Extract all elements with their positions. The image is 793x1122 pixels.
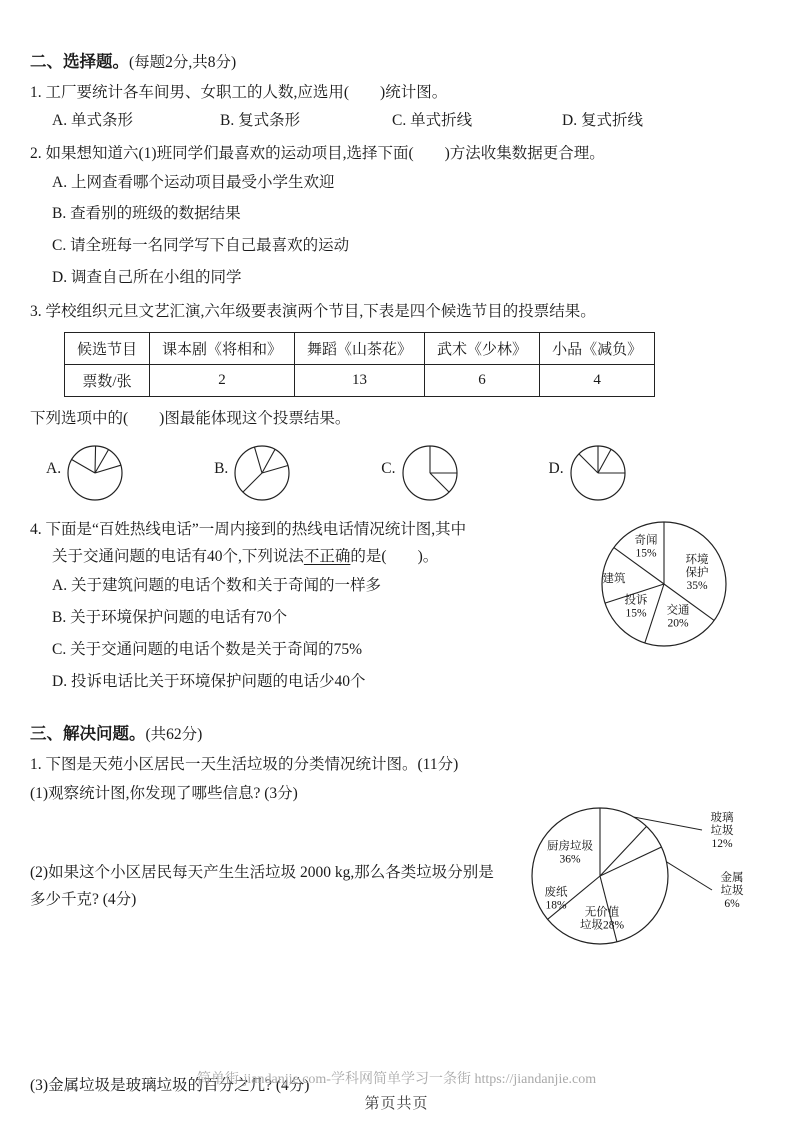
pie-option-c-label: C. bbox=[381, 460, 396, 477]
header-cell-wushu: 武术《少林》 bbox=[425, 332, 540, 364]
section-solve-title: 三、解决问题。 bbox=[30, 724, 146, 743]
svg-text:奇闻15%: 奇闻 15% bbox=[634, 534, 658, 560]
svg-text:金属垃圾6%: 金属垃圾 6% bbox=[720, 872, 744, 911]
solve-q1-sub1: (1)观察统计图,你发现了哪些信息? (3分) bbox=[30, 785, 298, 803]
q1-option-c: C. 单式折线 bbox=[392, 112, 473, 130]
q4-option-a: A. 关于建筑问题的电话个数和关于奇闻的一样多 bbox=[52, 577, 381, 595]
hotline-pie-chart bbox=[569, 512, 741, 654]
pie-option-d-label: D. bbox=[548, 460, 564, 477]
question-4 bbox=[30, 516, 759, 704]
svg-text:环境保护35%: 环境保护 35% bbox=[685, 554, 709, 592]
garbage-pie-chart bbox=[505, 786, 763, 958]
pie-chart-option-b bbox=[231, 442, 293, 504]
section-choice-note: (每题2分,共8分) bbox=[129, 54, 237, 71]
q2-option-a: A. 上网查看哪个运动项目最受小学生欢迎 bbox=[52, 173, 335, 191]
svg-text:建筑: 建筑 bbox=[602, 573, 626, 585]
q4-line2-pre: 关于交通问题的电话有40个,下列说法 bbox=[52, 548, 304, 566]
answer-pie-options bbox=[46, 442, 759, 504]
pie-chart-option-c bbox=[399, 442, 461, 504]
pie-option-a bbox=[46, 442, 126, 504]
header-cell-candidate: 候选节目 bbox=[65, 332, 150, 364]
solve-question-1-text: 1. 下图是天苑小区居民一天生活垃圾的分类情况统计图。(11分) bbox=[30, 756, 459, 773]
header-cell-dance: 舞蹈《山茶花》 bbox=[295, 332, 425, 364]
question-3-text: 3. 学校组织元旦文艺汇演,六年级要表演两个节目,下表是四个候选节目的投票结果。 bbox=[30, 302, 596, 320]
table-votes-row bbox=[65, 364, 655, 396]
pie-option-c bbox=[381, 442, 460, 504]
q1-option-d: D. 复式折线 bbox=[562, 112, 643, 130]
question-4-options bbox=[30, 570, 550, 697]
votes-dance: 13 bbox=[295, 364, 425, 396]
q4-option-b: B. 关于环境保护问题的电话有70个 bbox=[52, 609, 288, 627]
pie-option-d bbox=[549, 442, 629, 504]
votes-drama: 2 bbox=[150, 364, 295, 396]
site-watermark: 简单街-jiandanjie.com-学科网简单学习一条街 https://jiandanjie.com bbox=[196, 1072, 597, 1087]
q1-option-a: A. 单式条形 bbox=[52, 112, 133, 130]
q4-line2-underlined: 不正确 bbox=[303, 548, 351, 566]
q4-option-d: D. 投诉电话比关于环境保护问题的电话少40个 bbox=[52, 672, 366, 690]
section-solve-heading bbox=[30, 720, 759, 744]
page-number-footer: 第页共页 bbox=[364, 1096, 429, 1112]
q1-option-b: B. 复式条形 bbox=[220, 112, 301, 130]
q4-line2-post: 的是( )。 bbox=[350, 548, 439, 566]
svg-text:投诉15%: 投诉 15% bbox=[624, 594, 648, 620]
section-choice-title: 二、选择题。 bbox=[30, 52, 129, 71]
section-solve-note: (共62分) bbox=[145, 726, 203, 743]
svg-text:交通20%: 交通 20% bbox=[666, 604, 690, 630]
pie-chart-option-a bbox=[64, 442, 126, 504]
q2-option-d: D. 调查自己所在小组的同学 bbox=[52, 268, 242, 286]
question-3-followup: 下列选项中的( )图最能体现这个投票结果。 bbox=[30, 409, 351, 427]
q2-option-c: C. 请全班每一名同学写下自己最喜欢的运动 bbox=[52, 237, 350, 255]
question-1-text: 1. 工厂要统计各车间男、女职工的人数,应选用( )统计图。 bbox=[30, 84, 448, 101]
solve-question-1-body bbox=[30, 780, 759, 1012]
pie-option-b bbox=[214, 442, 293, 504]
svg-text:玻璃垃圾12%: 玻璃垃圾 12% bbox=[710, 812, 734, 851]
question-1-options bbox=[30, 106, 759, 135]
pie-chart-option-d bbox=[567, 442, 629, 504]
votes-wushu: 6 bbox=[425, 364, 540, 396]
solve-q1-sub2: (2)如果这个小区居民每天产生生活垃圾 2000 kg,那么各类垃圾分别是多少千克? (4分) bbox=[30, 864, 494, 909]
question-4-line2 bbox=[30, 543, 550, 570]
question-4-line1: 4. 下面是“百姓热线电话”一周内接到的热线电话情况统计图,其中 bbox=[30, 521, 467, 538]
svg-text:废纸18%: 废纸 18% bbox=[544, 886, 568, 912]
solve-q1-sub3: (3)金属垃圾是玻璃垃圾的百分之几? (4分) bbox=[30, 1077, 310, 1095]
pie-option-b-label: B. bbox=[214, 460, 229, 477]
votes-row-label: 票数/张 bbox=[65, 364, 150, 396]
poll-results-table bbox=[64, 332, 655, 397]
pie-option-a-label: A. bbox=[46, 460, 62, 477]
svg-text:无价值垃圾28%: 无价值垃圾28% bbox=[579, 906, 625, 932]
q4-option-c: C. 关于交通问题的电话个数是关于奇闻的75% bbox=[52, 640, 363, 658]
table-header-row bbox=[65, 332, 655, 364]
section-choice-heading bbox=[30, 48, 759, 72]
votes-sketch: 4 bbox=[540, 364, 655, 396]
header-cell-drama: 课本剧《将相和》 bbox=[150, 332, 295, 364]
question-2-options bbox=[30, 167, 759, 294]
question-2-text: 2. 如果想知道六(1)班同学们最喜欢的运动项目,选择下面( )方法收集数据更合理。 bbox=[30, 144, 605, 162]
q2-option-b: B. 查看别的班级的数据结果 bbox=[52, 205, 241, 223]
svg-text:厨房垃圾36%: 厨房垃圾 36% bbox=[547, 840, 593, 866]
header-cell-sketch: 小品《减负》 bbox=[540, 332, 655, 364]
